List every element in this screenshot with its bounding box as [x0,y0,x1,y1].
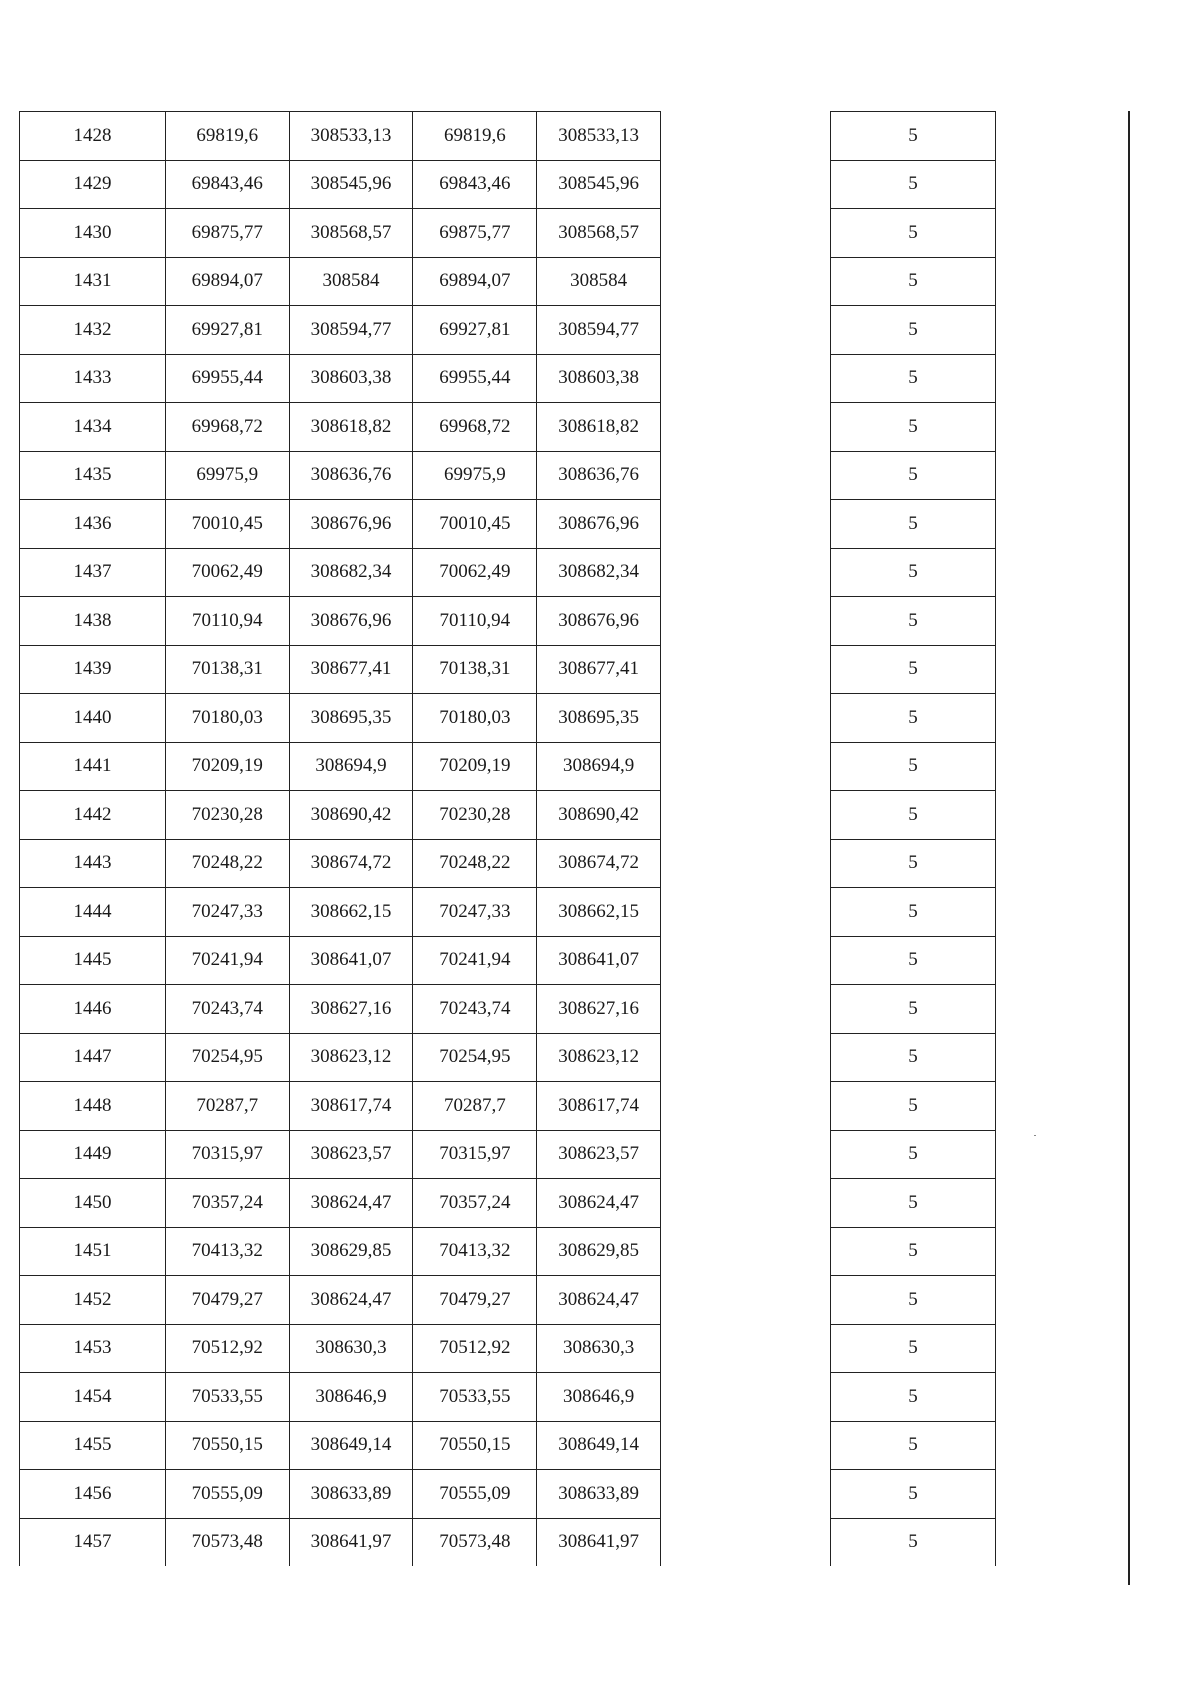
accuracy-cell: 5 [831,403,996,452]
x-new-cell: 70110,94 [413,597,537,646]
table-row [20,500,661,549]
x-old-cell: 69975,9 [165,451,289,500]
y-old-cell: 308682,34 [289,548,413,597]
x-old-cell: 70241,94 [165,936,289,985]
accuracy-cell: 5 [831,694,996,743]
y-new-cell: 308624,47 [537,1276,661,1325]
y-old-cell: 308694,9 [289,742,413,791]
accuracy-row [831,257,996,306]
accuracy-row [831,354,996,403]
y-old-cell: 308618,82 [289,403,413,452]
y-new-cell: 308674,72 [537,839,661,888]
x-new-cell: 69975,9 [413,451,537,500]
y-old-cell: 308627,16 [289,985,413,1034]
point-number-cell: 1441 [20,742,166,791]
point-number-cell: 1436 [20,500,166,549]
x-new-cell: 70533,55 [413,1373,537,1422]
accuracy-cell: 5 [831,742,996,791]
table-row [20,1130,661,1179]
point-number-cell: 1439 [20,645,166,694]
scan-speck [1034,1135,1036,1136]
y-new-cell: 308682,34 [537,548,661,597]
accuracy-row [831,1470,996,1519]
accuracy-row [831,985,996,1034]
y-old-cell: 308636,76 [289,451,413,500]
y-new-cell: 308677,41 [537,645,661,694]
y-new-cell: 308694,9 [537,742,661,791]
table-row [20,160,661,209]
accuracy-cell: 5 [831,1276,996,1325]
y-new-cell: 308676,96 [537,500,661,549]
accuracy-row [831,1082,996,1131]
accuracy-cell: 5 [831,1324,996,1373]
y-old-cell: 308568,57 [289,209,413,258]
y-new-cell: 308690,42 [537,791,661,840]
accuracy-row [831,160,996,209]
x-new-cell: 70230,28 [413,791,537,840]
x-old-cell: 70254,95 [165,1033,289,1082]
y-new-cell: 308646,9 [537,1373,661,1422]
accuracy-column-table [830,111,996,1566]
table-row [20,451,661,500]
accuracy-row [831,597,996,646]
x-new-cell: 69968,72 [413,403,537,452]
x-old-cell: 69875,77 [165,209,289,258]
y-old-cell: 308649,14 [289,1421,413,1470]
x-old-cell: 70209,19 [165,742,289,791]
accuracy-row [831,1421,996,1470]
accuracy-row [831,888,996,937]
table-row [20,1470,661,1519]
x-new-cell: 70138,31 [413,645,537,694]
y-old-cell: 308630,3 [289,1324,413,1373]
x-old-cell: 69955,44 [165,354,289,403]
x-old-cell: 70230,28 [165,791,289,840]
table-row [20,791,661,840]
point-number-cell: 1430 [20,209,166,258]
y-old-cell: 308695,35 [289,694,413,743]
y-old-cell: 308623,12 [289,1033,413,1082]
x-new-cell: 70010,45 [413,500,537,549]
x-old-cell: 69819,6 [165,112,289,161]
y-old-cell: 308674,72 [289,839,413,888]
accuracy-cell: 5 [831,1082,996,1131]
y-old-cell: 308646,9 [289,1373,413,1422]
point-number-cell: 1440 [20,694,166,743]
accuracy-row [831,742,996,791]
y-old-cell: 308533,13 [289,112,413,161]
table-row [20,354,661,403]
table-row [20,209,661,258]
table-row [20,985,661,1034]
table-row [20,403,661,452]
table-row [20,1082,661,1131]
x-old-cell: 70138,31 [165,645,289,694]
y-old-cell: 308545,96 [289,160,413,209]
table-row [20,839,661,888]
accuracy-cell: 5 [831,1130,996,1179]
x-new-cell: 70550,15 [413,1421,537,1470]
x-old-cell: 70413,32 [165,1227,289,1276]
y-old-cell: 308633,89 [289,1470,413,1519]
x-new-cell: 70555,09 [413,1470,537,1519]
accuracy-row [831,1179,996,1228]
accuracy-cell: 5 [831,1227,996,1276]
point-number-cell: 1442 [20,791,166,840]
y-new-cell: 308676,96 [537,597,661,646]
x-old-cell: 69843,46 [165,160,289,209]
point-number-cell: 1454 [20,1373,166,1422]
accuracy-cell: 5 [831,791,996,840]
y-new-cell: 308623,12 [537,1033,661,1082]
x-old-cell: 70247,33 [165,888,289,937]
x-old-cell: 69927,81 [165,306,289,355]
x-new-cell: 69819,6 [413,112,537,161]
x-new-cell: 70573,48 [413,1518,537,1566]
accuracy-row [831,791,996,840]
accuracy-row [831,1130,996,1179]
accuracy-cell: 5 [831,209,996,258]
point-number-cell: 1453 [20,1324,166,1373]
y-old-cell: 308623,57 [289,1130,413,1179]
table-row [20,257,661,306]
table-row [20,742,661,791]
y-old-cell: 308629,85 [289,1227,413,1276]
x-new-cell: 70479,27 [413,1276,537,1325]
y-new-cell: 308641,07 [537,936,661,985]
table-row [20,1324,661,1373]
x-new-cell: 70248,22 [413,839,537,888]
accuracy-cell: 5 [831,936,996,985]
x-new-cell: 70512,92 [413,1324,537,1373]
x-new-cell: 70180,03 [413,694,537,743]
accuracy-row [831,1324,996,1373]
table-row [20,1227,661,1276]
y-new-cell: 308649,14 [537,1421,661,1470]
y-old-cell: 308624,47 [289,1276,413,1325]
y-new-cell: 308533,13 [537,112,661,161]
point-number-cell: 1434 [20,403,166,452]
accuracy-cell: 5 [831,1373,996,1422]
table-row [20,645,661,694]
x-new-cell: 70243,74 [413,985,537,1034]
x-new-cell: 70241,94 [413,936,537,985]
point-number-cell: 1450 [20,1179,166,1228]
point-number-cell: 1445 [20,936,166,985]
point-number-cell: 1448 [20,1082,166,1131]
accuracy-cell: 5 [831,1470,996,1519]
x-new-cell: 69894,07 [413,257,537,306]
x-new-cell: 70247,33 [413,888,537,937]
accuracy-row [831,839,996,888]
accuracy-row [831,112,996,161]
accuracy-row [831,1518,996,1566]
point-number-cell: 1432 [20,306,166,355]
y-new-cell: 308695,35 [537,694,661,743]
point-number-cell: 1447 [20,1033,166,1082]
point-number-cell: 1457 [20,1518,166,1566]
accuracy-cell: 5 [831,839,996,888]
y-new-cell: 308662,15 [537,888,661,937]
x-old-cell: 70357,24 [165,1179,289,1228]
accuracy-cell: 5 [831,1033,996,1082]
x-old-cell: 70180,03 [165,694,289,743]
y-new-cell: 308629,85 [537,1227,661,1276]
y-old-cell: 308662,15 [289,888,413,937]
y-new-cell: 308636,76 [537,451,661,500]
table-row [20,1518,661,1566]
x-new-cell: 70315,97 [413,1130,537,1179]
x-new-cell: 70357,24 [413,1179,537,1228]
y-old-cell: 308690,42 [289,791,413,840]
y-new-cell: 308627,16 [537,985,661,1034]
table-row [20,1033,661,1082]
accuracy-row [831,694,996,743]
y-old-cell: 308603,38 [289,354,413,403]
x-new-cell: 70413,32 [413,1227,537,1276]
accuracy-cell: 5 [831,548,996,597]
x-old-cell: 70533,55 [165,1373,289,1422]
x-new-cell: 69875,77 [413,209,537,258]
accuracy-cell: 5 [831,354,996,403]
accuracy-cell: 5 [831,1179,996,1228]
accuracy-cell: 5 [831,888,996,937]
accuracy-row [831,1373,996,1422]
point-number-cell: 1428 [20,112,166,161]
coordinates-table-body [20,112,661,1567]
accuracy-column-body [831,112,996,1567]
point-number-cell: 1452 [20,1276,166,1325]
table-row [20,112,661,161]
accuracy-row [831,645,996,694]
accuracy-cell: 5 [831,160,996,209]
x-old-cell: 70479,27 [165,1276,289,1325]
y-new-cell: 308641,97 [537,1518,661,1566]
table-row [20,936,661,985]
x-old-cell: 69894,07 [165,257,289,306]
x-new-cell: 70209,19 [413,742,537,791]
accuracy-row [831,209,996,258]
table-row [20,1179,661,1228]
y-old-cell: 308641,07 [289,936,413,985]
point-number-cell: 1435 [20,451,166,500]
x-new-cell: 69843,46 [413,160,537,209]
point-number-cell: 1433 [20,354,166,403]
y-new-cell: 308603,38 [537,354,661,403]
y-new-cell: 308618,82 [537,403,661,452]
point-number-cell: 1443 [20,839,166,888]
y-new-cell: 308630,3 [537,1324,661,1373]
accuracy-cell: 5 [831,985,996,1034]
y-old-cell: 308676,96 [289,500,413,549]
accuracy-cell: 5 [831,306,996,355]
point-number-cell: 1455 [20,1421,166,1470]
point-number-cell: 1446 [20,985,166,1034]
y-old-cell: 308617,74 [289,1082,413,1131]
x-old-cell: 70512,92 [165,1324,289,1373]
x-old-cell: 69968,72 [165,403,289,452]
point-number-cell: 1449 [20,1130,166,1179]
y-old-cell: 308677,41 [289,645,413,694]
point-number-cell: 1444 [20,888,166,937]
accuracy-row [831,936,996,985]
y-new-cell: 308633,89 [537,1470,661,1519]
point-number-cell: 1437 [20,548,166,597]
x-new-cell: 70287,7 [413,1082,537,1131]
table-row [20,597,661,646]
accuracy-cell: 5 [831,597,996,646]
point-number-cell: 1429 [20,160,166,209]
table-row [20,306,661,355]
y-new-cell: 308568,57 [537,209,661,258]
x-old-cell: 70315,97 [165,1130,289,1179]
page-right-rule [1128,111,1130,1585]
accuracy-row [831,500,996,549]
accuracy-cell: 5 [831,645,996,694]
x-new-cell: 69927,81 [413,306,537,355]
x-old-cell: 70248,22 [165,839,289,888]
table-row [20,694,661,743]
x-new-cell: 69955,44 [413,354,537,403]
y-old-cell: 308676,96 [289,597,413,646]
x-old-cell: 70287,7 [165,1082,289,1131]
y-old-cell: 308624,47 [289,1179,413,1228]
x-new-cell: 70062,49 [413,548,537,597]
accuracy-row [831,306,996,355]
x-old-cell: 70555,09 [165,1470,289,1519]
y-new-cell: 308594,77 [537,306,661,355]
y-new-cell: 308545,96 [537,160,661,209]
table-row [20,1421,661,1470]
x-new-cell: 70254,95 [413,1033,537,1082]
y-new-cell: 308624,47 [537,1179,661,1228]
accuracy-cell: 5 [831,451,996,500]
y-old-cell: 308584 [289,257,413,306]
table-row [20,1373,661,1422]
accuracy-row [831,451,996,500]
accuracy-row [831,1276,996,1325]
y-new-cell: 308617,74 [537,1082,661,1131]
y-old-cell: 308594,77 [289,306,413,355]
table-row [20,888,661,937]
coordinates-table [19,111,661,1566]
accuracy-row [831,548,996,597]
accuracy-cell: 5 [831,1518,996,1566]
x-old-cell: 70550,15 [165,1421,289,1470]
x-old-cell: 70010,45 [165,500,289,549]
accuracy-cell: 5 [831,1421,996,1470]
y-new-cell: 308584 [537,257,661,306]
accuracy-cell: 5 [831,257,996,306]
x-old-cell: 70110,94 [165,597,289,646]
accuracy-row [831,1227,996,1276]
x-old-cell: 70243,74 [165,985,289,1034]
table-row [20,1276,661,1325]
accuracy-row [831,1033,996,1082]
point-number-cell: 1438 [20,597,166,646]
x-old-cell: 70062,49 [165,548,289,597]
x-old-cell: 70573,48 [165,1518,289,1566]
accuracy-cell: 5 [831,112,996,161]
y-new-cell: 308623,57 [537,1130,661,1179]
point-number-cell: 1451 [20,1227,166,1276]
accuracy-row [831,403,996,452]
point-number-cell: 1456 [20,1470,166,1519]
y-old-cell: 308641,97 [289,1518,413,1566]
table-row [20,548,661,597]
point-number-cell: 1431 [20,257,166,306]
accuracy-cell: 5 [831,500,996,549]
